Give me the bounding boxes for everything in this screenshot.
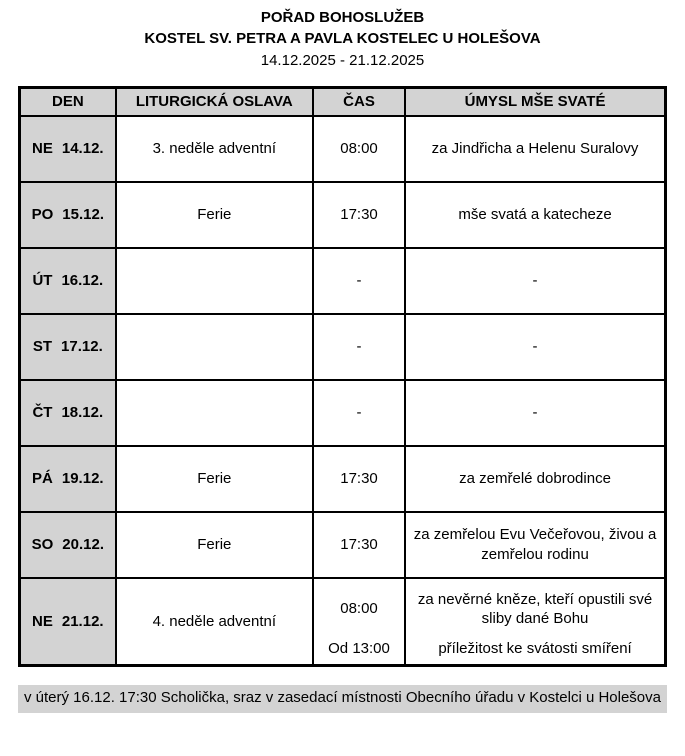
time-cell: 17:30 (313, 182, 405, 248)
column-header-time: ČAS (313, 88, 405, 116)
day-cell (20, 314, 116, 380)
time-cell (313, 578, 405, 666)
day-abbr: PO (31, 205, 54, 223)
table-row (20, 116, 666, 182)
celebration-cell (116, 380, 313, 446)
day-date: 16.12. (61, 271, 104, 289)
column-header-day: DEN (20, 88, 116, 116)
intention-cell: - (405, 314, 665, 380)
day-cell (20, 116, 116, 182)
date-range: 14.12.2025 - 21.12.2025 (260, 52, 425, 69)
celebration-cell: 3. neděle adventní (116, 116, 313, 182)
intention-entry-1: za nevěrné kněze, kteří opustili své sliby dané Bohu (417, 590, 653, 627)
day-abbr: ST (32, 337, 53, 355)
day-date: 21.12. (61, 612, 104, 630)
table-row (20, 512, 666, 578)
day-date: 19.12. (61, 469, 104, 487)
day-date: 20.12. (62, 535, 105, 553)
service-schedule-table (18, 86, 667, 667)
intention-cell: - (405, 248, 665, 314)
page-title: POŘAD BOHOSLUŽEB (260, 9, 425, 26)
day-abbr: ÚT (32, 271, 53, 289)
day-cell (20, 380, 116, 446)
time-entry-2: Od 13:00 (328, 639, 390, 657)
day-cell (20, 578, 116, 666)
table-header-row (20, 88, 666, 116)
day-cell (20, 248, 116, 314)
day-abbr: NE (32, 612, 53, 630)
time-cell: - (313, 314, 405, 380)
table-row (20, 314, 666, 380)
day-cell (20, 182, 116, 248)
footer-note: v úterý 16.12. 17:30 Scholička, sraz v zasedací místnosti Obecního úřadu v Kostelci u Holešova (18, 685, 667, 713)
church-name: KOSTEL SV. PETRA A PAVLA KOSTELEC U HOLEŠOVA (144, 30, 541, 47)
table-row (20, 248, 666, 314)
day-abbr: PÁ (32, 469, 53, 487)
day-date: 17.12. (61, 337, 103, 355)
table-row (20, 446, 666, 512)
table-row (20, 182, 666, 248)
column-header-intention: ÚMYSL MŠE SVATÉ (405, 88, 665, 116)
celebration-cell (116, 248, 313, 314)
time-cell: 17:30 (313, 512, 405, 578)
day-abbr: SO (31, 535, 54, 553)
celebration-cell (116, 314, 313, 380)
column-header-celebration: LITURGICKÁ OSLAVA (116, 88, 313, 116)
day-date: 14.12. (61, 139, 104, 157)
intention-cell: za Jindřicha a Helenu Suralovy (405, 116, 665, 182)
intention-cell: - (405, 380, 665, 446)
table-row (20, 380, 666, 446)
celebration-cell: Ferie (116, 182, 313, 248)
intention-entry-2: příležitost ke svátosti smíření (438, 639, 632, 657)
day-cell (20, 446, 116, 512)
time-cell: 08:00 (313, 116, 405, 182)
time-entry-1: 08:00 (340, 600, 378, 618)
time-cell: - (313, 248, 405, 314)
celebration-cell: Ferie (116, 512, 313, 578)
day-abbr: NE (32, 139, 53, 157)
celebration-cell: 4. neděle adventní (116, 578, 313, 666)
intention-cell: mše svatá a katecheze (405, 182, 665, 248)
intention-cell: za zemřelou Evu Večeřovou, živou a zemřelou rodinu (405, 512, 665, 578)
page-header (0, 0, 685, 72)
day-date: 18.12. (61, 403, 104, 421)
celebration-cell: Ferie (116, 446, 313, 512)
intention-cell: za zemřelé dobrodince (405, 446, 665, 512)
day-date: 15.12. (62, 205, 105, 223)
table-row (20, 578, 666, 666)
day-abbr: ČT (32, 403, 53, 421)
time-cell: - (313, 380, 405, 446)
day-cell (20, 512, 116, 578)
intention-cell (405, 578, 665, 666)
time-cell: 17:30 (313, 446, 405, 512)
